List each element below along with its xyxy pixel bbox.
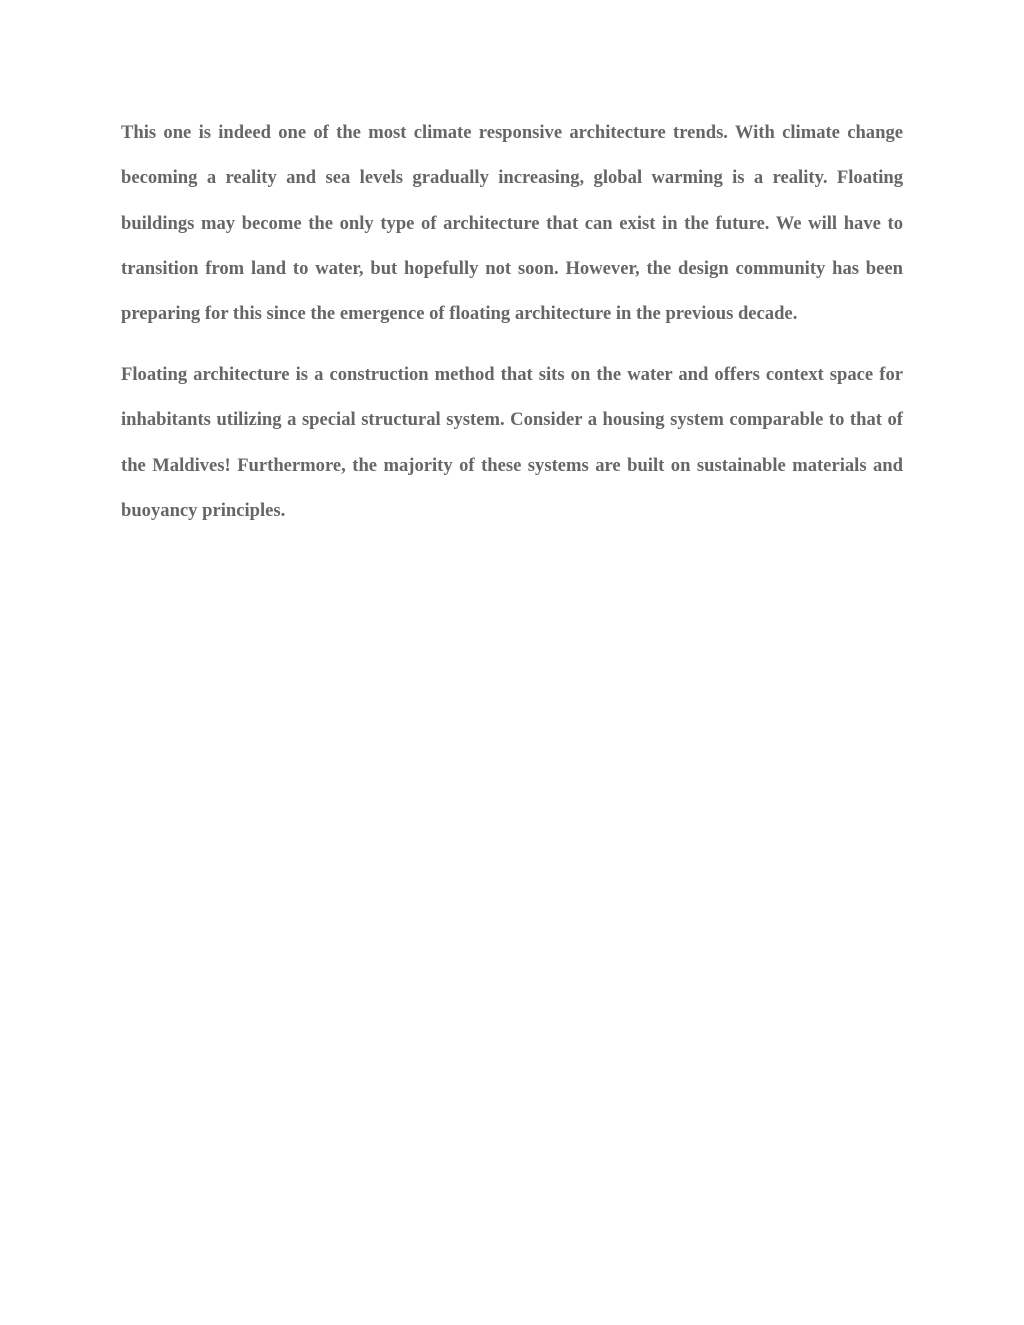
document-body xyxy=(121,110,903,533)
paragraph-2: Floating architecture is a construction method that sits on the water and offers context space for inhabitants utilizing a special structural system. Consider a housing system comparable to that of the Maldives! Furthermore, the majority of these systems are built on sustainable materials and buoyancy principles. xyxy=(121,364,903,521)
paragraph-1: This one is indeed one of the most climate responsive architecture trends. With climate change becoming a reality and sea levels gradually increasing, global warming is a reality. Floating buildings may become the only type of architecture that can exist in the future. We will have to transition from land to water, but hopefully not soon. However, the design community has been preparing for this since the emergence of floating architecture in the previous decade. xyxy=(121,122,903,325)
